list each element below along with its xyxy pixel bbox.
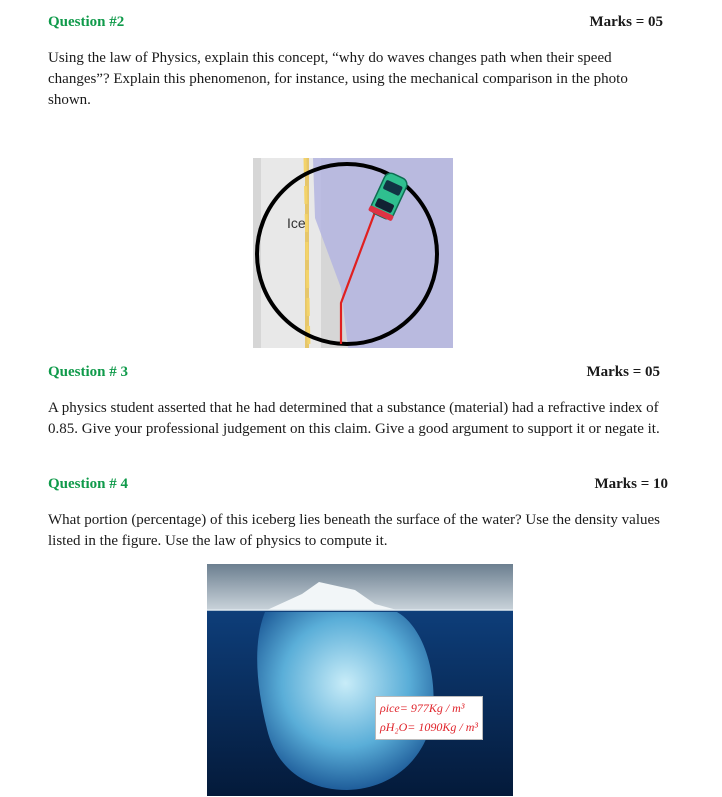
question-4-text: What portion (percentage) of this iceberg lies beneath the surface of the water? Use the density values listed in the figure. Use the law of physics to compute it. xyxy=(48,512,660,549)
question-3-text: A physics student asserted that he had determined that a substance (material) had a refractive index of 0.85. Give your professional judgement on this claim. Give a good argument to support it or negate it. xyxy=(48,400,660,437)
rho-water-label: ρH₂O= 1090Kg / m³ xyxy=(380,720,478,734)
density-values-box xyxy=(375,696,483,740)
question-2-marks: Marks = 05 xyxy=(589,14,663,30)
question-3-title: Question # 3 xyxy=(48,364,129,380)
rho-ice-label: ρice= 977Kg / m³ xyxy=(380,701,465,715)
ice-label: Ice xyxy=(287,215,306,231)
iceberg-figure xyxy=(207,564,513,796)
question-2-text: Using the law of Physics, explain this concept, “why do waves changes path when their speed changes”? Explain this phenomenon, for instance, using the mechanical comparison in the photo shown. xyxy=(48,50,628,108)
car-on-ice-figure xyxy=(253,158,453,348)
question-3-marks: Marks = 05 xyxy=(586,364,660,380)
question-2-title: Question #2 xyxy=(48,14,125,30)
question-4-marks: Marks = 10 xyxy=(594,476,668,492)
question-4-title: Question # 4 xyxy=(48,476,129,492)
